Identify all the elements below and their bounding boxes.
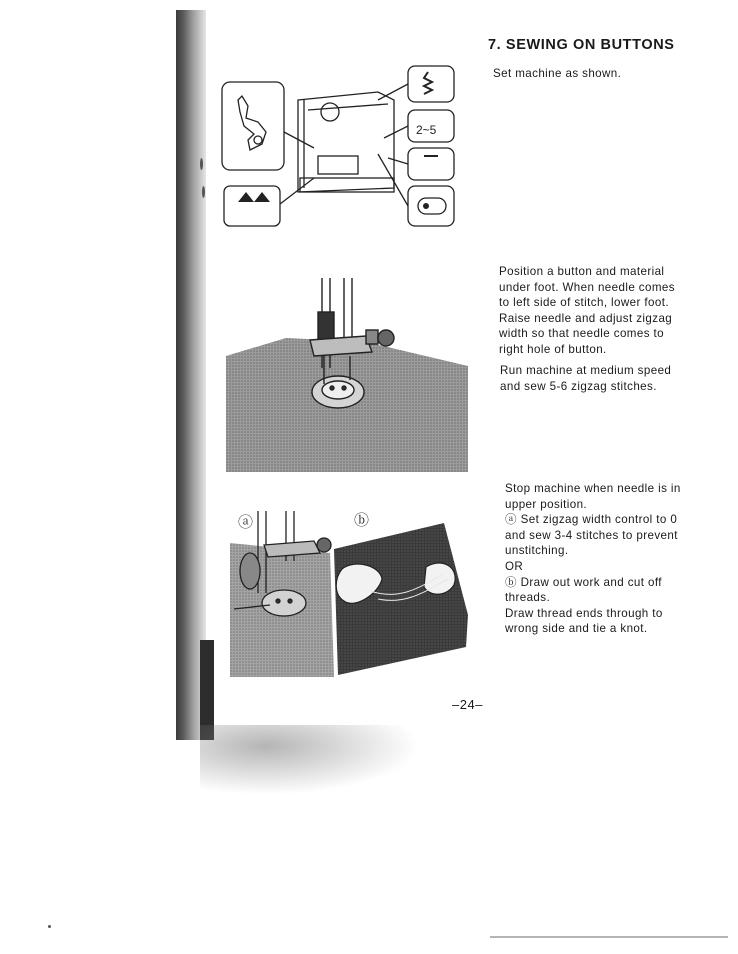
- feed-dog-callout: [224, 186, 280, 226]
- stop-line-a: ⓐ Set zigzag width control to 0 and sew 3-4 stitches to prevent unstitching.: [505, 513, 678, 558]
- scan-edge-line: [490, 936, 728, 938]
- label-b: ⓑ: [354, 512, 370, 529]
- finishing-figure: [230, 505, 472, 677]
- scan-speck: [48, 925, 51, 928]
- stitch-width-value: 2~5: [416, 123, 437, 137]
- page-number: –24–: [452, 697, 483, 712]
- stop-instruction: [505, 481, 695, 637]
- pattern-callout: [408, 66, 454, 102]
- setup-instruction: Set machine as shown.: [493, 67, 622, 80]
- machine-settings-figure: [218, 60, 460, 240]
- stop-line: Stop machine when needle is in upper position.: [505, 482, 681, 511]
- binding-mark: [202, 186, 205, 198]
- binding-spine: [176, 10, 206, 740]
- position-instruction: Position a button and material under foot. When needle comes to left side of stitch, lower foot. Raise needle and adjust zigzag width so that needle comes to right hole of button.: [499, 265, 675, 356]
- stitch-length-callout: [408, 148, 454, 180]
- needle-on-button-figure: [226, 272, 468, 472]
- section-title: 7. SEWING ON BUTTONS: [488, 37, 675, 53]
- binding-mark: [200, 158, 203, 170]
- stop-line-final: Draw thread ends through to wrong side and tie a knot.: [505, 606, 663, 636]
- needle-position-callout: [408, 186, 454, 226]
- run-instruction: Run machine at medium speed and sew 5-6 zigzag stitches.: [500, 364, 672, 393]
- stop-line-b: ⓑ Draw out work and cut off threads.: [505, 575, 662, 605]
- scan-smudge: [200, 725, 420, 795]
- label-a: ⓐ: [238, 514, 254, 531]
- stop-line-or: OR: [505, 559, 524, 573]
- presser-foot-callout: [222, 82, 284, 170]
